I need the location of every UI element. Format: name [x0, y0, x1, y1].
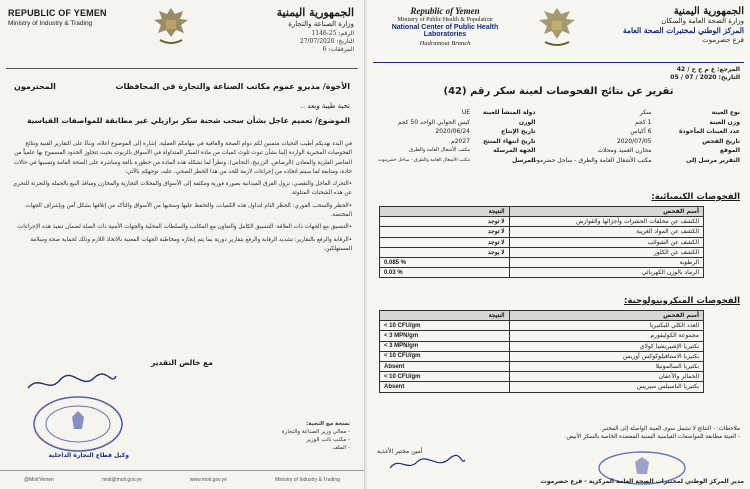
header-divider — [6, 68, 358, 69]
test-name-cell: بكتيريا الإشيريشيا كولاي — [509, 341, 703, 351]
lab-footer: مدير المركز الوطني لمختبرات الصحة العامة المركزية - فرع حضرموت — [540, 478, 744, 485]
ministry-header-en — [8, 8, 118, 27]
info-value: مكتب الأشغال العامة والطرق — [409, 147, 470, 154]
result-cell: لا يوجد — [380, 247, 510, 257]
test-name-cell: بكتيريا الاستافيلوكوكس أوريس — [509, 351, 703, 361]
test-name-cell: الكشف عن المواد الغريبة — [509, 227, 703, 237]
respect-note: المحترمون — [14, 82, 56, 91]
table-row — [380, 361, 704, 371]
cc-list — [220, 420, 350, 452]
note-line: - العينة مطابقة للمواصفات القياسية اليمنية المعتمدة الخاصة بالسكر الأبيض. — [564, 434, 740, 441]
result-cell: < 3 MPN/gm — [380, 341, 510, 351]
info-value: مكتب الأشغال العامة والطرق - ساحل حضرموت — [377, 157, 470, 163]
greeting: تحية طيبة وبعد .. — [300, 102, 350, 110]
table-row — [380, 227, 704, 237]
test-name-cell: الكشف عن الشوائب — [509, 237, 703, 247]
lab-header-ar-line2: وزارة الصحة العامة والسكان — [661, 17, 744, 25]
test-name-cell: العدد الكلي للبكتيريا — [509, 321, 703, 331]
header-ar-line2: وزارة الصناعة والتجارة — [288, 20, 354, 28]
yemen-eagle-emblem-icon — [150, 4, 192, 48]
lab-header-ar — [594, 6, 744, 44]
lab-signer: أمين مختبر الأغذية — [377, 448, 423, 455]
chemical-results-table — [379, 206, 704, 278]
note-line: ملاحظات: - النتائج لا تشمل سوى العينة الواصلة إلى المختبر. — [600, 426, 740, 432]
info-label: نوع العينة — [711, 109, 740, 116]
info-label: دولة المنشأ للعينة — [482, 109, 536, 116]
subject-line: الموضوع/ تعميم عاجل بشأن سحب شحنة سكر برازيلي غير مطابقة للمواصفات القياسية — [27, 116, 350, 125]
table-row — [380, 257, 704, 267]
table-header-row — [380, 207, 704, 217]
test-name-cell: الكشف عن مخلفات الحشرات وأجزائها والقوارض — [509, 217, 703, 227]
info-label: تاريخ الفحص — [702, 137, 740, 145]
header-ar-attachments: المرفقات: 6 — [322, 46, 354, 53]
table-row — [380, 237, 704, 247]
table-row — [380, 321, 704, 331]
info-value: UE — [461, 109, 470, 116]
sample-values-a — [377, 108, 470, 166]
info-value: 2020/07/05 — [616, 137, 652, 145]
table-row — [380, 268, 704, 278]
ministry-circular-page — [0, 0, 365, 489]
body-paragraph: •الحظر والسحب الفوري: الحظر التام لتداول هذه الكميات، والتحفظ عليها وسحبها من الأسواق والتأكد من إتلافها بشكل آمن وبإشراف الجهات المختصة. — [25, 202, 352, 219]
header-en-line2: Ministry of Industry & Trading — [8, 20, 93, 27]
table-row — [380, 341, 704, 351]
info-label: تاريخ الإنتاج — [501, 128, 536, 136]
result-cell: Absent — [380, 361, 510, 371]
footer-name: Ministry of Industry & Trading — [275, 477, 340, 483]
signatory-title: وكيل قطاع التجارة الداخلية — [48, 452, 129, 459]
test-name-cell: بكتيريا الباسيلس سيريس — [509, 382, 703, 392]
table-row — [380, 351, 704, 361]
result-cell: < 3 MPN/gm — [380, 331, 510, 341]
lab-header-divider — [373, 62, 744, 63]
lab-header-en-line2: Ministry of Public Health & Population — [397, 17, 493, 23]
sample-info — [377, 108, 740, 166]
result-header: النتيجة — [380, 207, 510, 217]
result-cell: < 10 CFU/gm — [380, 321, 510, 331]
footer-email[interactable]: moit@moit.gov.ye — [102, 477, 142, 483]
test-name-cell: مجموعة الكوليفورم — [509, 331, 703, 341]
cc-title: نسخة مع التحية: — [306, 421, 350, 427]
test-name-cell: الخمائر والأعفان — [509, 372, 703, 382]
body-paragraph: •الرقابة والرفع بالتقارير: تشديد الرقابة والرفع بتقارير دورية بما يتم إنجازه ومخاطبة الجهات المعنية بالاتخاذ اللازم وذلك لحماية صحة وسلامة المستهلكين. — [30, 236, 352, 252]
report-ref-number: المرجع: ع م ح ح / 42 — [676, 66, 740, 73]
result-cell: لا توجد — [380, 237, 510, 247]
sample-values-b — [531, 108, 652, 166]
lab-header-ar-line4: فرع حضرموت — [702, 36, 744, 44]
lab-report-page — [367, 0, 750, 489]
body-paragraph: •التنسيق مع الجهات ذات العلاقة: التنسيق الكامل والتعاون مع المكاتب والسلطات المحلية والجهات الأمنية ذات الصلة لضمان تنفيذ هذه الإجراءات. — [16, 224, 352, 231]
info-value: مخازن العميد ومحلات — [597, 147, 652, 155]
report-ref-date: التاريخ: 2020 / 07 / 05 — [670, 74, 740, 81]
test-name-header: أسم الفحص — [509, 311, 703, 321]
info-label: المرسل — [512, 156, 536, 164]
lab-header-ar-line3: المركز الوطني لمختبرات الصحة العامة — [622, 26, 744, 35]
table-header-row — [380, 311, 704, 321]
report-notes — [380, 425, 740, 442]
report-reference — [670, 66, 740, 82]
info-value: سكر — [639, 109, 652, 116]
handwritten-signature-icon — [24, 370, 120, 396]
info-value: كيس الجوابي الواحد 50 كجم — [397, 118, 470, 126]
cc-item: - الملف — [332, 445, 350, 451]
result-cell: Absent — [380, 382, 510, 392]
addressee: الأخوة/ مديرو عموم مكاتب الصناعة والتجارة في المحافظات — [115, 82, 350, 91]
result-header: النتيجة — [380, 311, 510, 321]
lab-header-en-line4: Hadramout Branch — [419, 40, 471, 47]
chemical-section-title: الفحوصات الكيميائية: — [651, 192, 740, 202]
info-label: التقرير مرسل إلى — [685, 156, 740, 164]
table-row — [380, 331, 704, 341]
body-paragraph: في البدء نهديكم أطيب التحيات متمنين لكم دوام الصحة والعافية في مهامكم العملية. إشارة إلى الموضوع أعلاه، وبناءً على التقارير الفنية ونتائج الفحوصات المخبرية الواردة إلينا بشأن ثبوت تلوث كميات من مادة السكر المتداولة في الأسواق بالزيوت بحيث تتجاوز الحدود المسموح بها علمياً من العناصر الفلزية والمعادن (الرصاص، الزرنيخ، النحاس)، ونظراً لما تشكله هذه المادة من خطورة بالغة ومباشرة على الصحة العامة وتسببها في حالات حادة، ومتابعة لما سيتم اتخاذه من إجراءات لازمة للحد من هذا الخطر الصحي، عليه، نوجهكم بالآتي: — [13, 141, 352, 175]
result-cell: < 10 CFU/gm — [380, 351, 510, 361]
micro-section-title: الفحوصات الميكروبيولوجية: — [623, 296, 740, 306]
table-row — [380, 217, 704, 227]
info-label: الموقع — [719, 147, 740, 155]
lab-header-ar-line1: الجمهورية اليمنية — [673, 6, 744, 17]
info-label: وزن العينة — [709, 118, 740, 126]
info-label: الوزن — [518, 118, 536, 126]
table-row — [380, 247, 704, 257]
body-paragraph: •التحرك العاجل والتقصي: نزول الفرق الميدانية بصورة فورية ومكثفة إلى الأسواق والمحلات التجارية والمخازن ومنافذ البيع بالجملة والتجزئة للتحري عن هذه الشحنات المتلوثة. — [12, 181, 352, 197]
info-value: مكتب الأشغال العامة والطرق - ساحل حضرموت — [531, 156, 652, 164]
test-name-cell: الرطوبة — [509, 257, 703, 267]
result-cell: 0.03 % — [380, 268, 510, 278]
sample-labels-a — [476, 108, 535, 166]
result-cell: لا توجد — [380, 227, 510, 237]
closing-regards: مع خالص التقدير — [151, 358, 213, 367]
lab-header-en-line3: National Center of Public Health Laboratories — [391, 24, 499, 38]
info-label: عدد العينات المأخوذة — [679, 128, 740, 136]
ministry-stamp-icon — [32, 395, 124, 453]
footer-website[interactable]: www.moit.gov.ye — [189, 477, 228, 483]
micro-results-table — [379, 310, 704, 393]
header-ar-date: التاريخ: 27/07/2020 — [299, 38, 354, 45]
ministry-footer — [0, 470, 364, 489]
yemen-eagle-emblem-icon — [535, 4, 579, 50]
info-value: 2027م — [451, 137, 470, 145]
sample-labels-b — [657, 108, 740, 166]
header-en-line1: REPUBLIC OF YEMEN — [8, 8, 107, 18]
ministry-header-ar — [234, 6, 354, 53]
result-cell: 0.085 % — [380, 257, 510, 267]
circular-body — [12, 140, 352, 257]
info-label: الجهة المرسلة — [493, 147, 536, 155]
test-name-cell: الكشف عن الكلور — [509, 247, 703, 257]
info-label: تاريخ انتهاء المنتج — [483, 137, 536, 145]
table-row — [380, 372, 704, 382]
table-row — [380, 382, 704, 392]
info-value: 1 كجم — [635, 118, 652, 126]
info-value: 2020/06/24 — [435, 128, 470, 136]
report-title: تقرير عن نتائج الفحوصات لعينة سكر رقم (42) — [443, 86, 674, 97]
lab-header-en-line1: Republic of Yemen — [410, 6, 480, 16]
header-ar-ref: الرقم: 25-1146 — [311, 30, 354, 37]
result-cell: لا توجد — [380, 217, 510, 227]
result-cell: < 10 CFU/gm — [380, 372, 510, 382]
footer-twitter[interactable]: @MoitYemen — [24, 477, 54, 483]
lab-header-en — [375, 6, 515, 47]
header-ar-line1: الجمهورية اليمنية — [276, 6, 354, 19]
lab-signature-icon — [387, 454, 467, 474]
cc-item: - معالي وزير الصناعة والتجارة — [281, 429, 350, 435]
test-name-cell: بكتيريا السالمونيلا — [509, 361, 703, 371]
test-name-header: أسم الفحص — [509, 207, 703, 217]
test-name-cell: الرماد بالوزن الكهربائي — [509, 268, 703, 278]
cc-item: - مكتب نائب الوزير — [306, 437, 350, 443]
info-value: 6 أكياس — [630, 128, 652, 136]
